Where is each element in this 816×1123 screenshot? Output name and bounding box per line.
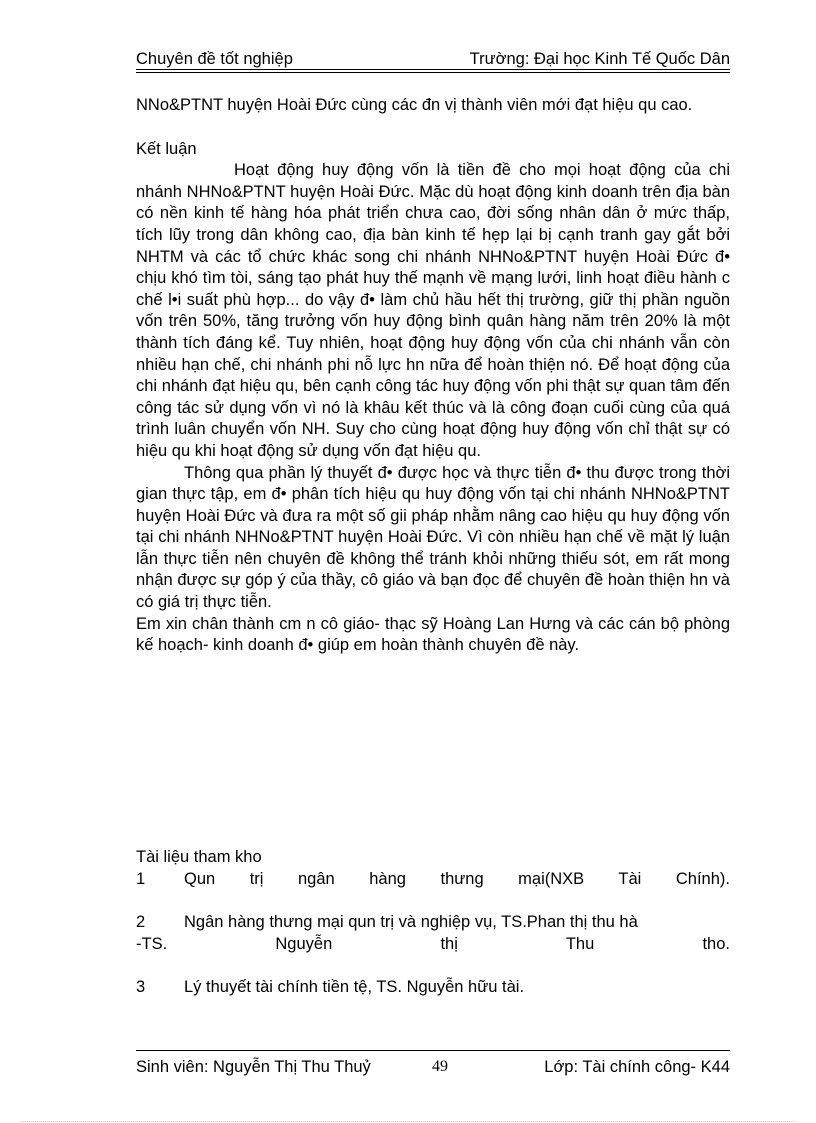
reference-text: Qun trị ngân hàng thưng mại(NXB Tài Chính). (184, 869, 730, 888)
conclusion-paragraph-1: Hoạt động huy động vốn là tiền đề cho mọi hoạt động của chi nhánh NHNo&PTNT huyện Hoài Đức. Mặc dù hoạt động kinh doanh trên địa bàn có nền kinh tế hàng hóa phát triển chưa cao, đời sống nhân dân ở mức thấp, tích lũy trong dân không cao, địa bàn kinh tế hẹp lại bị cạnh tranh gay gắt bởi NHTM và các tổ chức khác song chi nhánh NHNo&PTNT huyện Hoài Đức đ• chịu khó tìm tòi, sáng tạo phát huy thế mạnh về mạng lưới, linh hoạt điều hành c chế l•i suất phù hợp... do vậy đ• làm chủ hầu hết thị trường, giữ thị phần nguồn vốn trên 50%, tăng trưởng vốn huy động bình quân hàng năm trên 20% là một thành tích đáng kể. Tuy nhiên, hoạt động huy động vốn của chi nhánh vẫn còn nhiều hạn chế, chi nhánh phi nỗ lực hn nữa để hoàn thiện nó. Để hoạt động của chi nhánh đạt hiệu qu, bên cạnh công tác huy động vốn phi thật sự quan tâm đến công tác sử dụng vốn vì nó là khâu kết thúc và là công đoạn cuối cùng của quá trình luân chuyển vốn NH. Suy cho cùng hoạt động huy động vốn chỉ thật sự có hiệu qu khi hoạt động sử dụng vốn đạt hiệu qu. (136, 161, 730, 460)
reference-text-line1: Ngân hàng thưng mại qun trị và nghiệp vụ, TS.Phan thị thu hà (184, 913, 638, 932)
intro-paragraph: NNo&PTNT huyện Hoài Đức cùng các đn vị thành viên mới đạt hiệu qu cao. (136, 96, 693, 114)
header-rule-bottom (136, 72, 730, 73)
spacer (136, 955, 730, 977)
page-footer (136, 1056, 730, 1080)
reference-text-line2: -TS. Nguyễn thị Thu tho. (136, 934, 730, 953)
page-edge-divider (20, 1121, 796, 1122)
reference-item (136, 869, 730, 891)
header-right-text: Trường: Đại học Kinh Tế Quốc Dân (469, 50, 730, 68)
header-left-text: Chuyên đề tốt nghiệp (136, 50, 293, 68)
references-heading: Tài liệu tham kho (136, 848, 262, 866)
header-rule-top (136, 69, 730, 70)
thanks-paragraph: Em xin chân thành cm n cô giáo- thạc sỹ Hoàng Lan Hưng và các cán bộ phòng kế hoạch- kinh doanh đ• giúp em hoàn thành chuyên đề này. (136, 614, 730, 655)
reference-number: 1 (136, 869, 146, 888)
conclusion-heading: Kết luận (136, 139, 197, 158)
reference-number: 3 (136, 978, 146, 997)
reference-item (136, 977, 730, 999)
spacer (136, 890, 730, 912)
footer-student-name: Sinh viên: Nguyễn Thị Thu Thuỷ (136, 1058, 371, 1076)
document-body (136, 95, 730, 657)
footer-rule (136, 1050, 730, 1051)
conclusion-paragraph-2: Thông qua phần lý thuyết đ• được học và thực tiễn đ• thu được trong thời gian thực tập, em đ• phân tích hiệu qu huy động vốn tại chi nhánh NHNo&PTNT huyện Hoài Đức và đưa ra một số gii pháp nhằm nâng cao hiệu qu huy động vốn tại chi nhánh NHNo&PTNT huyện Hoài Đức. Vì còn nhiều hạn chế về mặt lý luận lẫn thực tiễn nên chuyên đề không thể tránh khỏi những thiếu sót, em rất mong nhận được sự góp ý của thầy, cô giáo và bạn đọc để chuyên đề hoàn thiện hn và có giá trị thực tiễn. (136, 463, 730, 612)
reference-number: 2 (136, 913, 146, 932)
reference-item (136, 912, 730, 955)
spacer (136, 117, 730, 139)
reference-text: Lý thuyết tài chính tiền tệ, TS. Nguyễn hữu tài. (184, 978, 525, 997)
page-number: 49 (432, 1058, 448, 1075)
footer-class-name: Lớp: Tài chính công- K44 (544, 1058, 730, 1076)
references-section (136, 847, 730, 999)
